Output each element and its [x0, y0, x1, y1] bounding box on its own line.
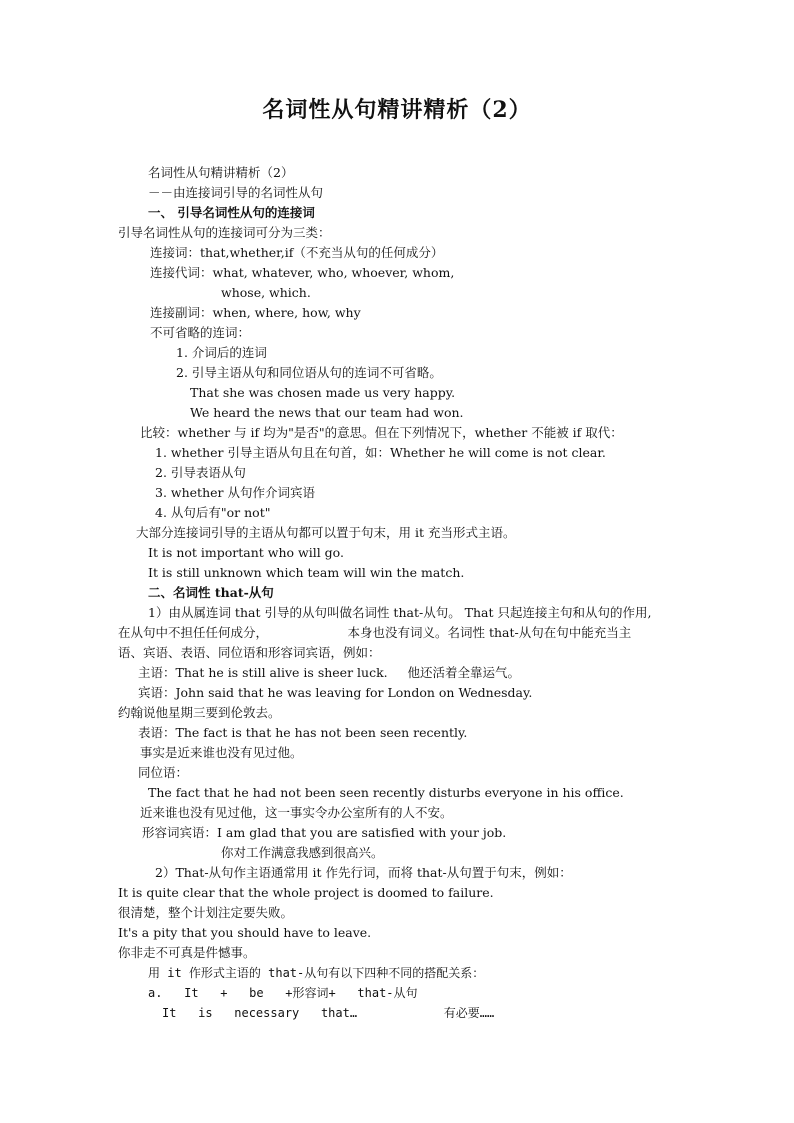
example-sentence: It is not important who will go. [148, 545, 344, 560]
text-line: 引导名词性从句的连接词可分为三类： [118, 225, 331, 240]
translation-line: 约翰说他星期三要到伦敦去。 [118, 705, 281, 720]
pattern-example: It is necessary that… 有必要…… [162, 1006, 495, 1020]
subtitle-subline: －－由连接词引导的名词性从句 [148, 185, 324, 200]
example-sentence: It is quite clear that the whole project is doomed to failure. [118, 885, 494, 900]
list-item: 1. whether 引导主语从句且在句首，如：Whether he will come is not clear. [155, 445, 606, 460]
example-sentence: That she was chosen made us very happy. [190, 385, 456, 400]
text-line: 不可省略的连词： [150, 325, 251, 340]
translation-line: 近来谁也没有见过他，这一事实令办公室所有的人不安。 [140, 805, 453, 820]
translation-line: 你对工作满意我感到很高兴。 [221, 845, 384, 860]
example-sentence: It's a pity that you should have to leave. [118, 925, 372, 940]
pattern-line: a. It + be +形容词+ that-从句 [148, 986, 418, 1000]
text-line: 同位语： [138, 765, 189, 780]
text-line: 用 it 作形式主语的 that-从句有以下四种不同的搭配关系： [148, 966, 485, 980]
translation-line: 你非走不可真是件憾事。 [118, 945, 256, 960]
text-line: 在从句中不担任任何成分， 本身也没有词义。名词性 that-从句在句中能充当主 [118, 625, 632, 640]
example-line: 表语：The fact is that he has not been seen recently. [138, 725, 468, 740]
text-line: 大部分连接词引导的主语从句都可以置于句末，用 it 充当形式主语。 [136, 525, 516, 540]
text-line: whose, which. [221, 285, 311, 300]
translation-line: 很清楚，整个计划注定要失败。 [118, 905, 294, 920]
example-line: 宾语：John said that he was leaving for London on Wednesday. [138, 685, 533, 700]
text-line: 2）That-从句作主语通常用 it 作先行词，而将 that-从句置于句末，例如： [155, 865, 572, 880]
example-sentence: It is still unknown which team will win the match. [148, 565, 465, 580]
example-line: 形容词宾语：I am glad that you are satisfied with your job. [142, 825, 507, 840]
text-line: 连接副词：when, where, how, why [150, 305, 361, 320]
section-heading-2: 二、名词性 that-从句 [148, 585, 274, 600]
list-item: 2. 引导主语从句和同位语从句的连词不可省略。 [176, 365, 442, 380]
text-line: 连接词：that,whether,if（不充当从句的任何成分） [150, 245, 444, 260]
list-item: 4. 从句后有"or not" [155, 505, 271, 520]
subtitle-line: 名词性从句精讲精析（2） [148, 165, 294, 180]
example-sentence: The fact that he had not been seen recently disturbs everyone in his office. [148, 785, 624, 800]
example-sentence: We heard the news that our team had won. [190, 405, 464, 420]
list-item: 2. 引导表语从句 [155, 465, 246, 480]
text-line: 1）由从属连词 that 引导的从句叫做名词性 that-从句。 That 只起连接主句和从句的作用, [148, 605, 652, 620]
text-line: 语、宾语、表语、同位语和形容词宾语，例如： [118, 645, 381, 660]
list-item: 3. whether 从句作介词宾语 [155, 485, 315, 500]
translation-line: 事实是近来谁也没有见过他。 [140, 745, 303, 760]
text-line: 比较：whether 与 if 均为"是否"的意思。但在下列情况下，whether 不能被 if 取代： [140, 425, 623, 440]
section-heading-1: 一、 引导名词性从句的连接词 [148, 205, 315, 220]
text-line: 连接代词：what, whatever, who, whoever, whom, [150, 265, 455, 280]
list-item: 1. 介词后的连词 [176, 345, 267, 360]
example-line: 主语：That he is still alive is sheer luck. 他还活着全靠运气。 [138, 665, 520, 680]
document-title: 名词性从句精讲精析（2） [262, 97, 532, 123]
